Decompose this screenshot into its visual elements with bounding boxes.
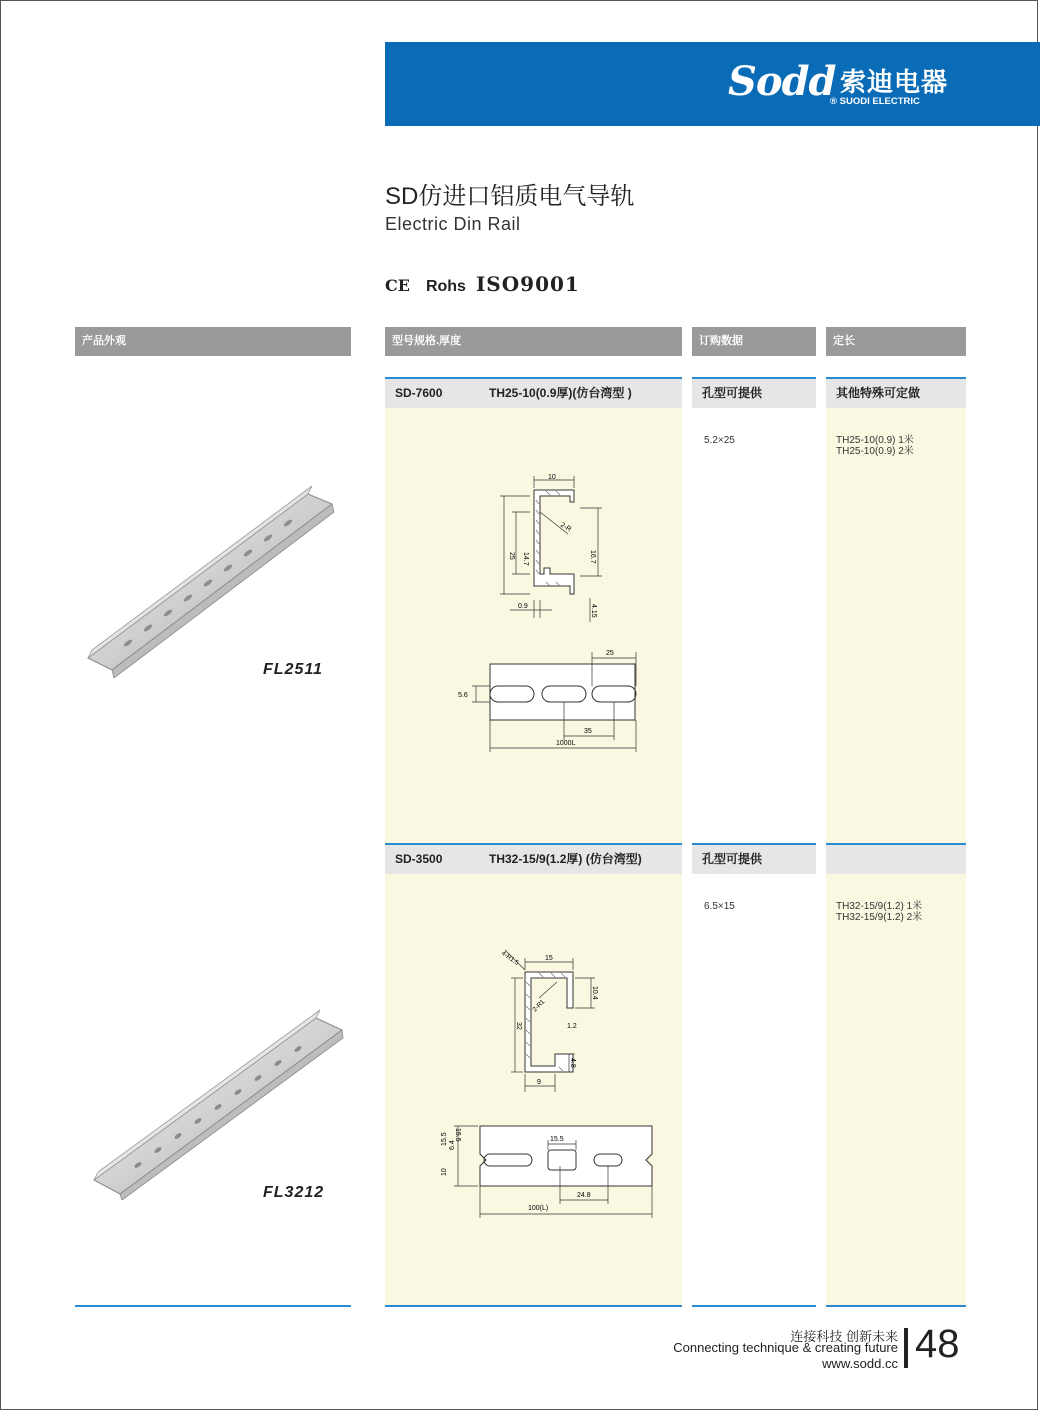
dim-label: 9 [537, 1079, 541, 1086]
ce-mark: CE [385, 276, 410, 295]
model-label: FL3212 [263, 1184, 325, 1201]
din-rail-image-1 [80, 480, 350, 680]
length-row-header-1: 其他特殊可定做 [826, 377, 966, 408]
dim-label: 24.8 [577, 1192, 591, 1199]
page-title-cn: SD仿进口铝质电气导轨 [385, 183, 635, 210]
dim-label: 6.4 [449, 1140, 456, 1150]
cross-section-drawing-1 [490, 470, 620, 625]
spec-row-header-2 [385, 843, 682, 874]
dim-label: 10 [441, 1168, 448, 1176]
column-bottom-rule [692, 1305, 816, 1307]
dim-label: 2-R1 [531, 998, 547, 1014]
spec-text: TH32-15/9(1.2厚) (仿台湾型) [489, 852, 642, 866]
page-title-en: Electric Din Rail [385, 214, 521, 234]
dim-label: 32 [515, 1022, 522, 1030]
dim-label: 15.5 [550, 1136, 564, 1143]
dim-label: 10 [548, 474, 556, 481]
length-column-panel [826, 377, 966, 1306]
brand-name-en: ® SUODI ELECTRIC [830, 96, 920, 107]
dim-label: 25 [508, 552, 515, 560]
slogan-cn: 连接科技 创新未来 [790, 1329, 898, 1344]
page-number: 48 [915, 1322, 960, 1366]
dim-label: 35 [584, 728, 592, 735]
dim-label: 100(L) [528, 1205, 549, 1212]
dim-label: 1.2 [567, 1023, 577, 1030]
column-bottom-rule [75, 1305, 351, 1307]
slogan-en: Connecting technique & creating future [673, 1340, 898, 1355]
length-row-header-2 [826, 843, 966, 874]
iso-mark: ISO9001 [475, 272, 580, 296]
dim-label: 10.4 [591, 986, 598, 1000]
column-header-spec: 型号规格.厚度 [385, 327, 682, 356]
model-label: FL2511 [263, 661, 323, 678]
length-line: TH32-15/9(1.2) 2米 [836, 912, 923, 923]
column-bottom-rule [826, 1305, 966, 1307]
plan-view-drawing-1 [450, 640, 650, 755]
hole-size: 6.5×15 [704, 901, 735, 912]
column-header-order: 订购数据 [692, 327, 816, 356]
hole-size: 5.2×25 [704, 435, 735, 446]
din-rail-image-2 [80, 1000, 350, 1200]
length-line: TH32-15/9(1.2) 1米 [836, 901, 923, 912]
dim-label: 4.8 [569, 1058, 576, 1068]
rohs-mark: Rohs [425, 278, 466, 295]
order-row-header-2: 孔型可提供 [692, 843, 816, 874]
brand-name-cn: 索迪电器 [840, 67, 949, 97]
length-line: TH25-10(0.9) 1米 [836, 435, 914, 446]
column-header-appearance: 产品外观 [75, 327, 351, 356]
dim-label: 15 [545, 955, 553, 962]
dim-label: 15.5 [454, 1128, 461, 1142]
model-number: SD-7600 [395, 386, 443, 400]
model-number: SD-3500 [395, 852, 443, 866]
cross-section-drawing-2 [495, 942, 615, 1097]
order-row-header-1: 孔型可提供 [692, 377, 816, 408]
plan-view-drawing-2 [440, 1120, 655, 1220]
certifications [385, 272, 580, 296]
dim-label: 15.5 [441, 1132, 448, 1146]
spec-text: TH25-10(0.9厚)(仿台湾型 ) [489, 386, 632, 400]
brand-logo-script: Sodd [728, 58, 836, 105]
spec-row-header-1 [385, 377, 682, 408]
dim-label: 14.7 [522, 552, 529, 566]
page-number-divider [904, 1328, 908, 1368]
dim-label: 16.7 [589, 550, 596, 564]
dim-label: 5.6 [458, 692, 468, 699]
column-bottom-rule [385, 1305, 682, 1307]
website-link[interactable]: www.sodd.cc [822, 1356, 898, 1371]
dim-label: 1000L [556, 740, 576, 747]
dim-label: 25 [606, 650, 614, 657]
column-header-length: 定长 [826, 327, 966, 356]
dim-label: 4.15 [590, 604, 597, 618]
dim-label: 4-R1.5 [499, 949, 520, 967]
dim-label: 2-R [559, 521, 573, 534]
dim-label: 0.9 [518, 603, 528, 610]
length-line: TH25-10(0.9) 2米 [836, 446, 914, 457]
